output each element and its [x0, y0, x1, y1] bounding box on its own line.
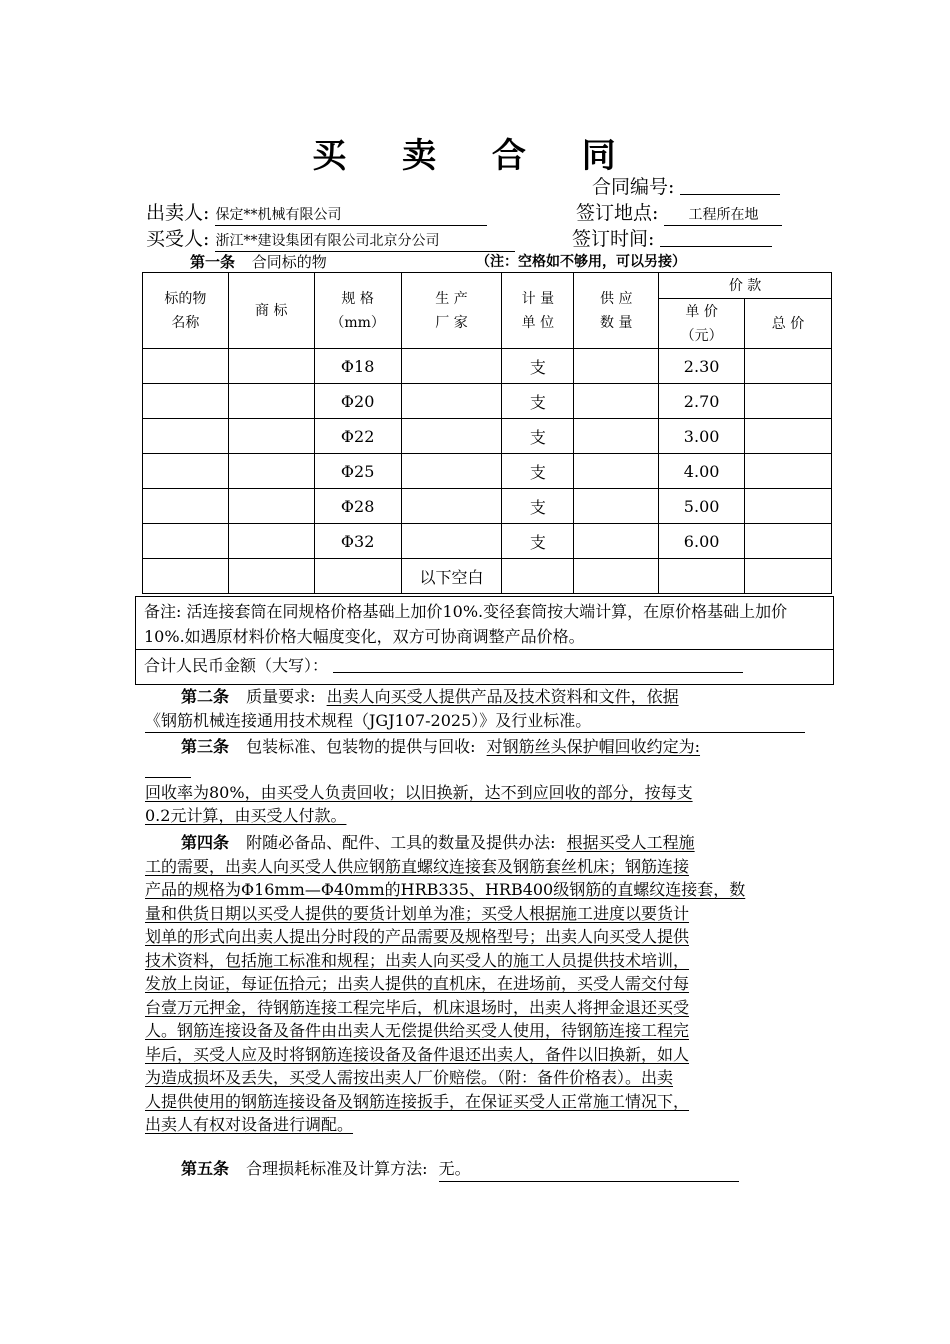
article-3-label: 第三条 [181, 737, 230, 756]
price-cell: 2.30 [659, 349, 745, 384]
header-unit-price: 单 价 （元） [659, 299, 745, 349]
table-row [143, 384, 832, 419]
article-2 [145, 685, 810, 733]
header-item-name: 标的物 名称 [143, 273, 229, 349]
article-4-line: 划单的形式向出卖人提出分时段的产品需要及规格型号；出卖人向买受人提供 [145, 927, 690, 946]
signing-time-field [572, 226, 772, 252]
article-4-line: 毕后，买受人应及时将钢筋连接设备及备件退还出卖人，备件以旧换新，如人 [145, 1044, 690, 1064]
header-total-price: 总 价 [745, 299, 832, 349]
article-4-label: 第四条 [181, 833, 230, 852]
goods-table [142, 272, 832, 594]
contract-number-blank [680, 176, 780, 195]
blank-below-text: 以下空白 [401, 559, 502, 594]
spec-cell: Φ25 [314, 454, 401, 489]
table-row [143, 419, 832, 454]
buyer-value: 浙江**建设集团有限公司北京分公司 [215, 231, 515, 252]
article-1-label: 第一条 [190, 253, 236, 271]
remark-box [135, 596, 834, 685]
signing-place-field [576, 200, 782, 226]
article-1-heading [190, 252, 327, 272]
price-cell: 3.00 [659, 419, 745, 454]
article-5-label: 第五条 [181, 1159, 230, 1178]
header-brand: 商 标 [228, 273, 314, 349]
header-price-group: 价 款 [659, 273, 832, 299]
spec-cell: Φ32 [314, 524, 401, 559]
unit-cell: 支 [502, 349, 574, 384]
spec-cell: Φ28 [314, 489, 401, 524]
article-5-lead: 合理损耗标准及计算方法: [246, 1159, 428, 1178]
article-4-line: 发放上岗证，每证伍拾元；出卖人提供的直机床，在进场前，买受人需交付每 [145, 974, 690, 993]
buyer-field [146, 226, 515, 252]
table-row-blank [143, 559, 832, 594]
article-3-lead: 包装标准、包装物的提供与回收: [246, 737, 476, 756]
article-2-text-1: 出卖人向买受人提供产品及技术资料和文件，依据 [326, 687, 679, 706]
signing-place-value: 工程所在地 [664, 205, 782, 226]
article-4-line: 人。钢筋连接设备及备件由出卖人无偿提供给买受人使用，待钢筋连接工程完 [145, 1021, 690, 1040]
article-3-text-1: 对钢筋丝头保护帽回收约定为: [486, 737, 701, 756]
price-cell: 5.00 [659, 489, 745, 524]
signing-time-label: 签订时间: [572, 228, 655, 250]
unit-cell: 支 [502, 454, 574, 489]
article-4-line: 出卖人有权对设备进行调配。 [145, 1115, 354, 1134]
signing-place-label: 签订地点: [576, 202, 659, 224]
seller-label: 出卖人: [146, 202, 210, 224]
article-4-line: 工的需要，出卖人向买受人供应钢筋直螺纹连接套及钢筋套丝机床；钢筋连接 [145, 856, 690, 876]
unit-cell: 支 [502, 384, 574, 419]
signing-time-blank [660, 228, 772, 247]
spec-cell: Φ20 [314, 384, 401, 419]
total-amount-field [136, 650, 833, 684]
article-3-text-3: 0.2元计算，由买受人付款。 [145, 806, 347, 825]
article-4-line: 台壹万元押金，待钢筋连接工程完毕后，机床退场时，出卖人将押金退还买受 [145, 997, 690, 1017]
total-amount-label: 合计人民币金额（大写）： [144, 656, 329, 675]
article-1-note: （注：空格如不够用，可以另接） [476, 254, 686, 270]
article-3 [145, 735, 835, 828]
table-row [143, 489, 832, 524]
spec-cell: Φ22 [314, 419, 401, 454]
header-manufacturer: 生 产 厂 家 [401, 273, 502, 349]
article-4-lead: 附随必备品、配件、工具的数量及提供办法: [246, 833, 556, 852]
article-5-text: 无。 [439, 1157, 739, 1182]
price-cell: 4.00 [659, 454, 745, 489]
header-quantity: 供 应 数 量 [574, 273, 659, 349]
article-4-line: 技术资料，包括施工标准和规程；出卖人向买受人的施工人员提供技术培训， [145, 950, 690, 970]
article-2-text-2: 《钢筋机械连接通用技术规程（JGJ107-2025）》及行业标准。 [145, 709, 805, 734]
article-4-line: 为造成损坏及丢失，买受人需按出卖人厂价赔偿。（附：备件价格表）。出卖 [145, 1068, 674, 1087]
unit-cell: 支 [502, 524, 574, 559]
article-4-line: 人提供使用的钢筋连接设备及钢筋连接扳手，在保证买受人正常施工情况下， [145, 1091, 690, 1111]
table-row [143, 524, 832, 559]
article-4-line: 根据买受人工程施 [566, 833, 695, 852]
article-1-title: 合同标的物 [251, 253, 327, 271]
document-title: 买 卖 合 同 [312, 136, 638, 176]
seller-field [146, 200, 487, 226]
header-spec: 规 格 （mm） [314, 273, 401, 349]
total-amount-blank [333, 656, 743, 673]
article-2-lead: 质量要求: [246, 687, 316, 706]
table-row [143, 454, 832, 489]
article-5 [145, 1157, 810, 1182]
header-unit: 计 量 单 位 [502, 273, 574, 349]
spec-cell: Φ18 [314, 349, 401, 384]
article-4-line: 产品的规格为Φ16mm—Φ40mm的HRB335、HRB400级钢筋的直螺纹连接套，数 [145, 880, 746, 899]
article-4-line: 量和供货日期以买受人提供的要货计划单为准；买受人根据施工进度以要货计 [145, 903, 690, 923]
remark-text: 备注: 活连接套筒在同规格价格基础上加价10%.变径套筒按大端计算，在原价格基础上加价10%.如遇原材料价格大幅度变化，双方可协商调整产品价格。 [136, 597, 833, 650]
price-cell: 6.00 [659, 524, 745, 559]
article-3-blank [145, 759, 191, 778]
price-cell: 2.70 [659, 384, 745, 419]
article-2-label: 第二条 [181, 687, 230, 706]
table-row [143, 349, 832, 384]
contract-number-field [592, 174, 780, 200]
buyer-label: 买受人: [146, 228, 210, 250]
unit-cell: 支 [502, 419, 574, 454]
article-4 [145, 831, 810, 1137]
article-3-text-2: 回收率为80%，由买受人负责回收；以旧换新，达不到应回收的部分，按每支 [145, 782, 693, 802]
unit-cell: 支 [502, 489, 574, 524]
contract-number-label: 合同编号: [592, 176, 675, 198]
seller-value: 保定**机械有限公司 [215, 205, 487, 226]
